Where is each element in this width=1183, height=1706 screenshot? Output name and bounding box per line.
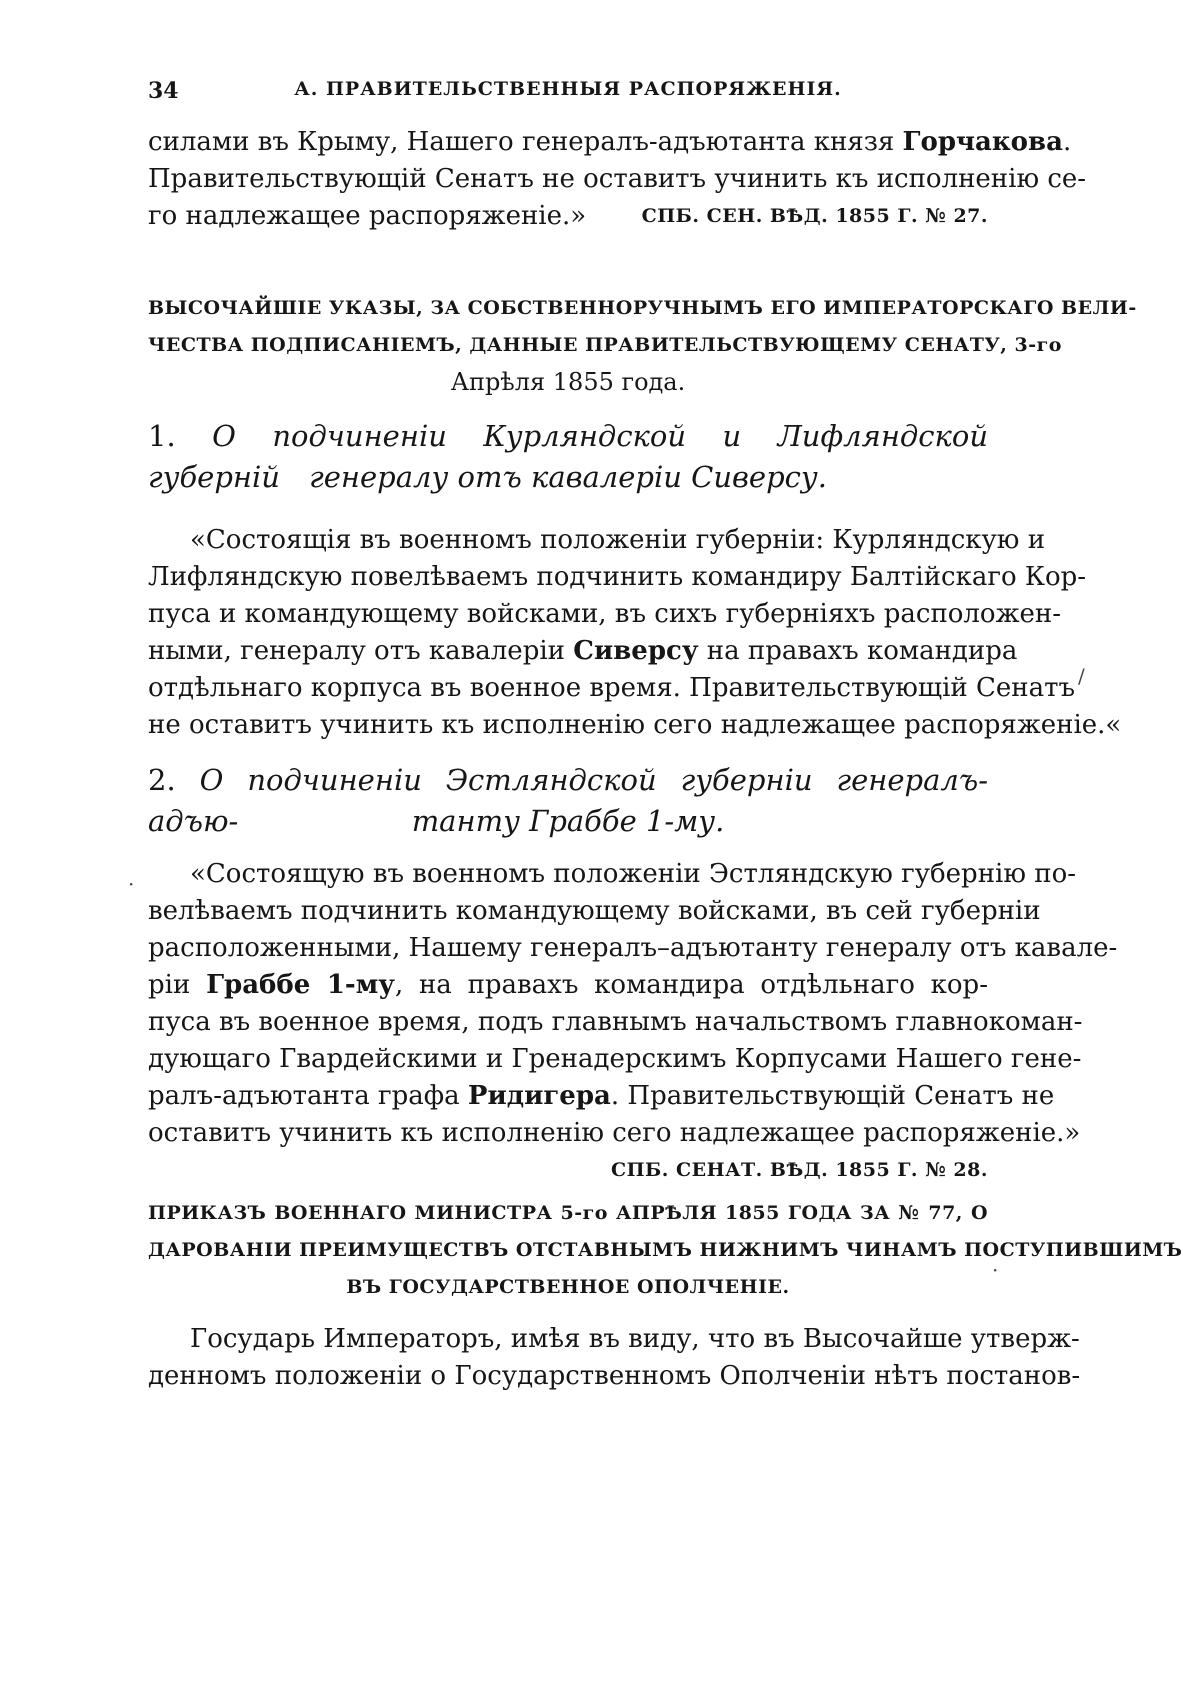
name-gorchakov: Горчакова [902,127,1063,157]
text-span: ріи [148,970,207,1000]
order-heading-line: ПРИКАЗЪ ВОЕННАГО МИНИСТРА 5-го АПРѢЛЯ 1855 ГОДА ЗА № 77, О [148,1202,988,1224]
section-number: 1. [148,419,176,453]
body-line: «Состоящія въ военномъ положеніи губерніи: Курляндскую и [190,525,1046,555]
text-span: на правахъ командира [698,636,1018,666]
body-line: «Состоящую въ военномъ положеніи Эстляндскую губернію по- [190,859,1077,889]
body-line: пуса въ военное время, подъ главнымъ начальствомъ главнокоман- [148,1007,1083,1037]
page-number: 34 [148,78,179,104]
final-paragraph [148,1321,1081,1395]
order-heading-line: ВЪ ГОСУДАРСТВЕННОЕ ОПОЛЧЕНІЕ. [346,1276,790,1298]
decree-heading-line: ЧЕСТВА ПОДПИСАНІЕМЪ, ДАННЫЕ ПРАВИТЕЛЬСТВУЮЩЕМУ СЕНАТУ, 3-го [148,334,1062,356]
running-head-title: А. ПРАВИТЕЛЬСТВЕННЫЯ РАСПОРЯЖЕНІЯ. [294,78,842,100]
intro-line [148,198,988,235]
body-line: оставитъ учинить къ исполненію сего надлежащее распоряженіе.» [148,1118,1081,1148]
decree-heading [148,290,1137,401]
section-title-line: генералу отъ кавалеріи Сиверсу. [309,460,827,494]
body-line: велѣваемъ подчинить командующему войсками, въ сей губерніи [148,896,1041,926]
body-line: не оставитъ учинить къ исполненію сего надлежащее распоряженіе.« [148,710,1122,740]
name-grabbe: Граббе 1-му [206,970,395,1000]
margin-mark: · [128,872,135,896]
section-2-title [148,760,988,842]
body-line [148,1078,1055,1115]
body-line [148,967,988,1004]
text-span: . [1062,127,1072,157]
section-title-line: танту Граббе 1-му. [411,804,725,838]
body-line: Государь Императоръ, имѣя въ виду, что въ Высочайше утверж- [190,1324,1080,1354]
running-header [148,78,988,108]
body-line: пуса и командующему войсками, въ сихъ губерніяхъ расположен- [148,599,1062,629]
section-1-title [148,416,988,498]
order-heading-line: ДАРОВАНІИ ПРЕИМУЩЕСТВЪ ОТСТАВНЫМЪ НИЖНИМЪ ЧИНАМЪ ПОСТУПИВШИМЪ [148,1239,1183,1261]
body-line: отдѣльнаго корпуса въ военное время. Правительствующій Сенатъ [148,673,1076,703]
source-citation: СПБ. СЕНАТ. ВѢД. 1855 Г. № 28. [610,1159,988,1181]
body-line: расположенными, Нашему генералъ–адъютанту генералу отъ кавале- [148,933,1118,963]
body-line: Лифляндскую повелѣваемъ подчинить командиру Балтійскаго Кор- [148,562,1087,592]
intro-line [148,124,1072,161]
source-citation: СПБ. СЕН. ВѢД. 1855 Г. № 27. [641,205,988,227]
decree-heading-line: ВЫСОЧАЙШІЕ УКАЗЫ, ЗА СОБСТВЕННОРУЧНЫМЪ ЕГО ИМПЕРАТОРСКАГО ВЕЛИ- [148,297,1137,319]
text-span: . Правительствующій Сенатъ не [610,1081,1055,1111]
body-line: денномъ положеніи о Государственномъ Ополченіи нѣтъ постанов- [148,1361,1081,1391]
section-1-body [148,522,1122,744]
text-span: О подчиненіи Курляндской и Лифляндской губерній [148,419,988,494]
order-heading [148,1195,1183,1306]
text-span: , на правахъ командира отдѣльнаго кор- [394,970,988,1000]
text-span: го надлежащее распоряженіе.» [148,201,587,231]
intro-paragraph [148,124,1087,235]
text-span: ралъ-адъютанта графа [148,1081,468,1111]
margin-mark: · [992,1258,999,1282]
body-line [148,633,1018,670]
text-span: ными, генералу отъ кавалеріи [148,636,574,666]
section-2-body [148,856,1118,1189]
text-span: О подчиненіи Эстляндской губерніи генералъ-адъю- [148,763,988,838]
intro-line: Правительствующій Сенатъ не оставитъ учинить къ исполненію се- [148,164,1087,194]
body-line: дующаго Гвардейскими и Гренадерскимъ Корпусами Нашего гене- [148,1044,1082,1074]
margin-mark: / [1078,664,1085,688]
text-span: силами въ Крыму, Нашего генералъ-адъютанта князя [148,127,903,157]
decree-date: Апрѣля 1855 года. [450,368,686,396]
name-sivers: Сиверсу [573,636,699,666]
section-number: 2. [148,763,176,797]
name-ridiger: Ридигера [467,1081,611,1111]
